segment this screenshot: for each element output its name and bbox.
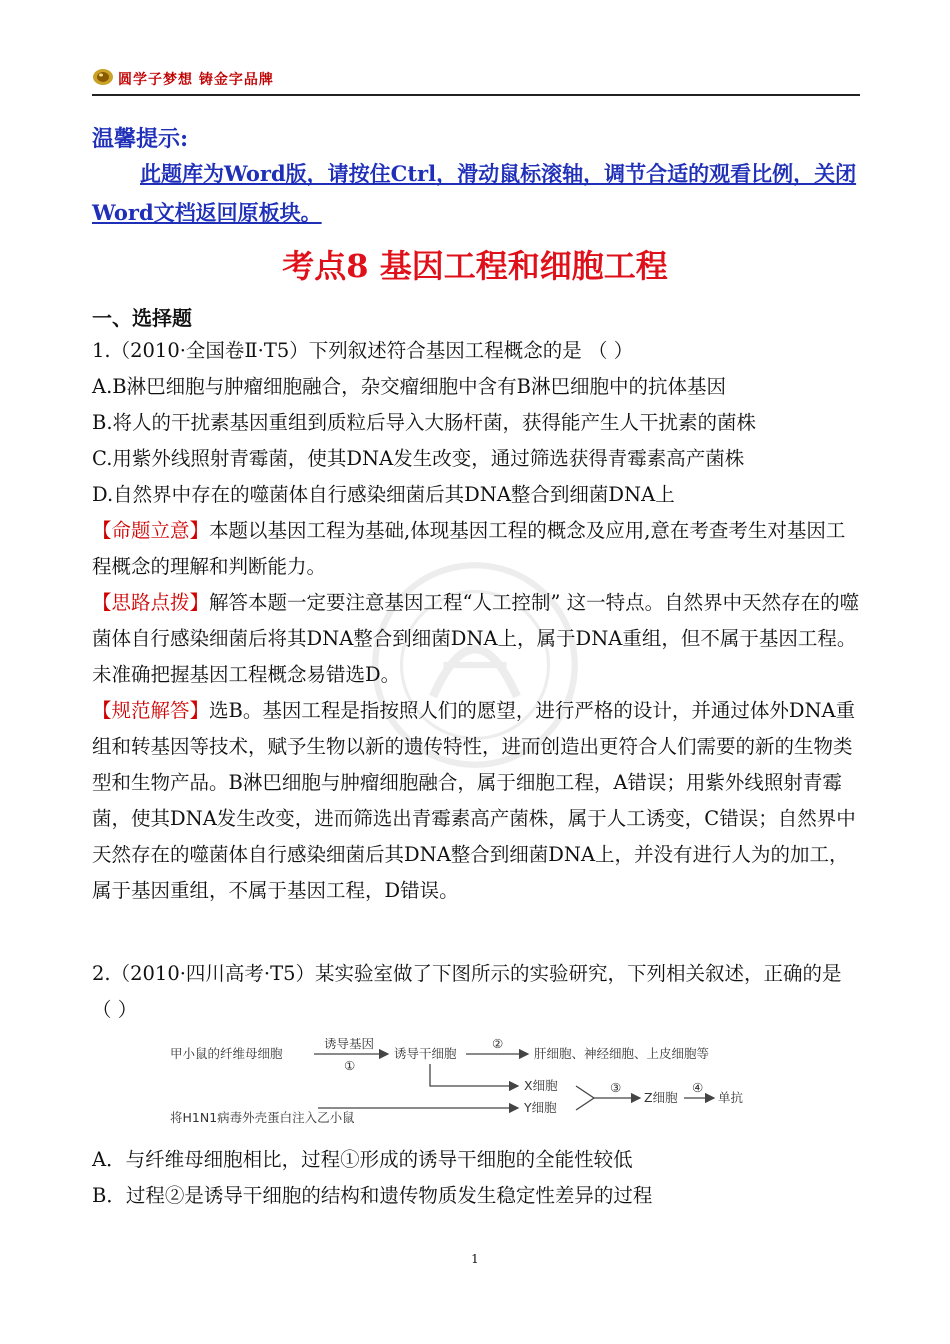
- hint-label: 【思路点拨】: [92, 591, 210, 614]
- question-1-option-d: D.自然界中存在的噬菌体自行感染细菌后其DNA整合到细菌DNA上: [92, 483, 675, 506]
- tip-title: 温馨提示:: [92, 126, 189, 152]
- question-1-hint: [92, 585, 862, 693]
- page-number: 1: [471, 1252, 479, 1266]
- arrow-to-x: [430, 1064, 518, 1086]
- label-step3: ③: [610, 1080, 622, 1095]
- question-2-stem: 2.（2010·四川高考·T5）某实验室做了下图所示的实验研究，下列相关叙述，正确的是 （ ）: [92, 962, 842, 1021]
- page-title: 考点8 基因工程和细胞工程: [282, 247, 668, 285]
- question-2-option-a: A．与纤维母细胞相比，过程①形成的诱导干细胞的全能性较低: [92, 1148, 633, 1171]
- intent-label: 【命题立意】: [92, 519, 210, 542]
- question-2-options: [92, 1142, 862, 1214]
- logo-icon: [92, 68, 114, 86]
- page-header: [92, 66, 860, 96]
- header-slogan: 圆学子梦想 铸金字品牌: [118, 72, 274, 88]
- section-heading: 一、选择题: [92, 306, 192, 330]
- answer-label: 【规范解答】: [92, 699, 210, 722]
- label-ips: 诱导干细胞: [394, 1046, 457, 1061]
- hint-text: 解答本题一定要注意基因工程“人工控制” 这一特点。自然界中天然存在的噬菌体自行感染细菌后将其DNA整合到细菌DNA上，属于DNA重组，但不属于基因工程。未准确把握基因工程概念易错选D。: [92, 591, 860, 686]
- question-1: [92, 333, 862, 909]
- question-1-stem: 1.（2010·全国卷Ⅱ·T5）下列叙述符合基因工程概念的是 （ ）: [92, 339, 634, 362]
- question-1-option-a: A.B淋巴细胞与肿瘤细胞融合，杂交瘤细胞中含有B淋巴细胞中的抗体基因: [92, 375, 726, 398]
- label-step2: ②: [492, 1038, 504, 1051]
- question-1-option-b: B.将人的干扰素基因重组到质粒后导入大肠杆菌，获得能产生人干扰素的菌株: [92, 411, 757, 434]
- answer-text: 选B。基因工程是指按照人们的愿望，进行严格的设计，并通过体外DNA重组和转基因等技术，赋予生物以新的遗传特性，进而创造出更符合人们需要的新的生物类型和生物产品。B淋巴细胞与肿瘤细胞融合，属于细胞工程，A错误；用紫外线照射青霉菌，使其DNA发生改变，进而筛选出青霉素高产菌株，属于人工诱变，C错误；自然界中天然存在的噬菌体自行感染细菌后其DNA整合到细菌DNA上，并没有进行人为的加工，属于基因重组，不属于基因工程，D错误。: [92, 699, 856, 902]
- tip-body[interactable]: 此题库为Word版，请按住Ctrl，滑动鼠标滚轴，调节合适的观看比例，关闭Word文档返回原板块。: [92, 161, 857, 225]
- label-step4: ④: [692, 1080, 704, 1095]
- label-z-cell: Z细胞: [644, 1090, 678, 1105]
- question-1-answer: [92, 693, 862, 909]
- label-monoclonal: 单抗: [718, 1090, 744, 1105]
- experiment-diagram: [166, 1038, 786, 1138]
- label-y-cell: Y细胞: [524, 1100, 557, 1115]
- intent-text: 本题以基因工程为基础,体现基因工程的概念及应用,意在考查考生对基因工程概念的理解和判断能力。: [92, 519, 846, 578]
- question-1-intent: [92, 513, 862, 585]
- label-x-cell: X细胞: [524, 1078, 558, 1093]
- label-diff-cells: 肝细胞、神经细胞、上皮细胞等: [534, 1046, 710, 1061]
- label-fibroblast: 甲小鼠的纤维母细胞: [170, 1046, 283, 1061]
- merge-lines: [576, 1086, 594, 1110]
- question-2-option-b: B．过程②是诱导干细胞的结构和遗传物质发生稳定性差异的过程: [92, 1184, 653, 1207]
- label-inject: 将H1N1病毒外壳蛋白注入乙小鼠: [170, 1110, 355, 1125]
- label-step1: ①: [344, 1058, 356, 1073]
- question-1-option-c: C.用紫外线照射青霉菌，使其DNA发生改变，通过筛选获得青霉素高产菌株: [92, 447, 745, 470]
- label-inducer: 诱导基因: [324, 1038, 375, 1051]
